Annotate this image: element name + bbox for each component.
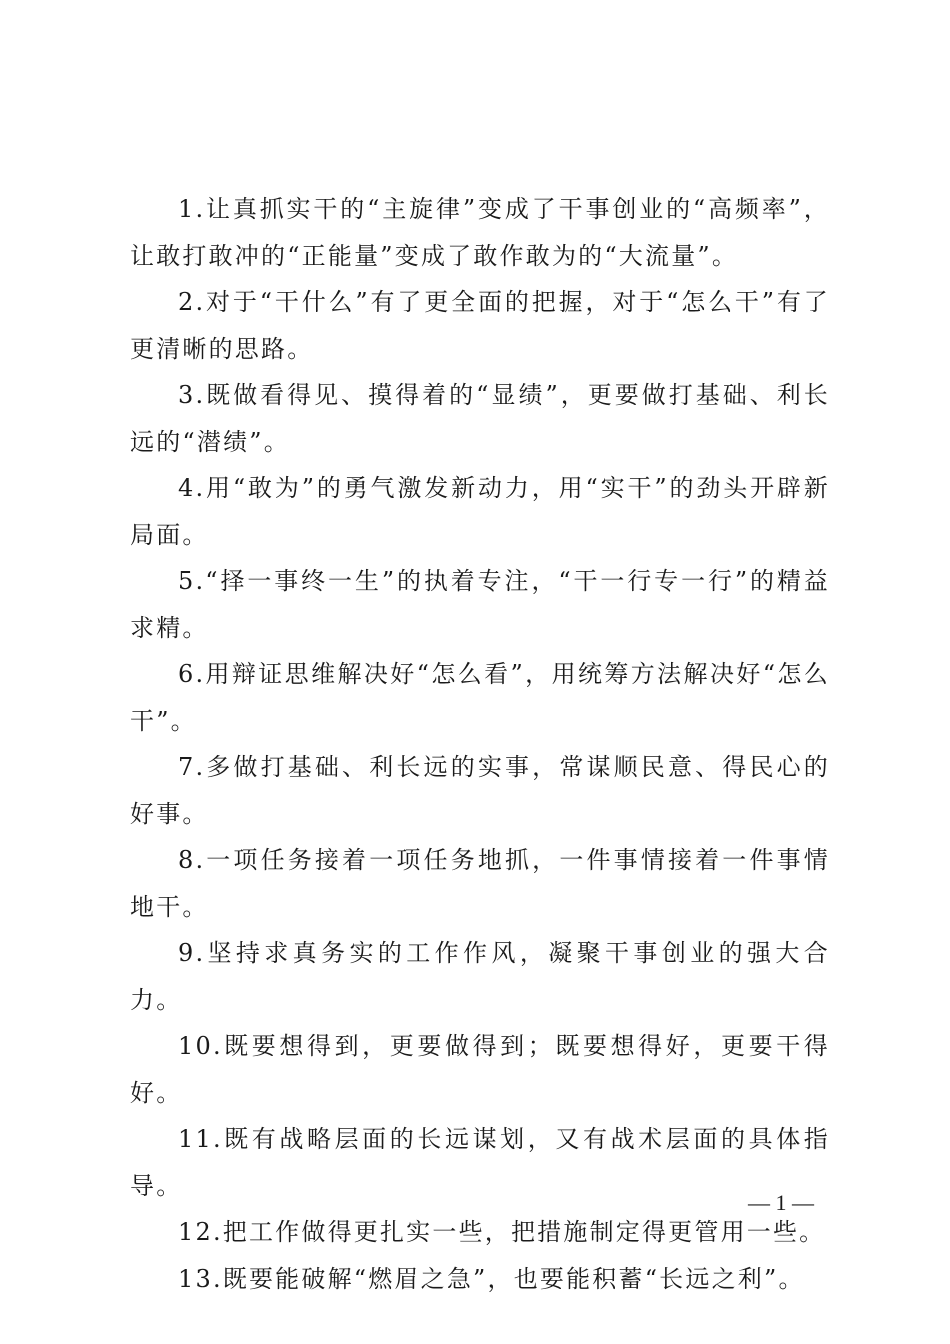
paragraph-9: 9.坚持求真务实的工作作风，凝聚干事创业的强大合力。 <box>130 939 830 1014</box>
paragraph-6: 6.用辩证思维解决好“怎么看”，用统筹方法解决好“怎么干”。 <box>130 660 830 735</box>
paragraph-13: 13.既要能破解“燃眉之急”，也要能积蓄“长远之利”。 <box>178 1264 805 1293</box>
paragraph-11: 11.既有战略层面的长远谋划，又有战术层面的具体指导。 <box>130 1125 830 1200</box>
page-number: — 1 — <box>748 1190 814 1215</box>
paragraph-4: 4.用“敢为”的勇气激发新动力，用“实干”的劲头开辟新局面。 <box>130 474 830 549</box>
document-body <box>130 186 830 1302</box>
paragraph-7: 7.多做打基础、利长远的实事，常谋顺民意、得民心的好事。 <box>130 753 830 828</box>
paragraph-10: 10.既要想得到，更要做得到；既要想得好，更要干得好。 <box>130 1032 830 1107</box>
paragraph-3: 3.既做看得见、摸得着的“显绩”，更要做打基础、利长远的“潜绩”。 <box>130 381 830 456</box>
paragraph-5: 5.“择一事终一生”的执着专注，“干一行专一行”的精益求精。 <box>130 567 830 642</box>
paragraph-1: 1.让真抓实干的“主旋律”变成了干事创业的“高频率”，让敢打敢冲的“正能量”变成了敢作敢为的“大流量”。 <box>130 195 830 270</box>
paragraph-12: 12.把工作做得更扎实一些，把措施制定得更管用一些。 <box>178 1218 826 1246</box>
paragraph-8: 8.一项任务接着一项任务地抓，一件事情接着一件事情地干。 <box>130 846 830 921</box>
paragraph-2: 2.对于“干什么”有了更全面的把握，对于“怎么干”有了更清晰的思路。 <box>130 288 830 363</box>
